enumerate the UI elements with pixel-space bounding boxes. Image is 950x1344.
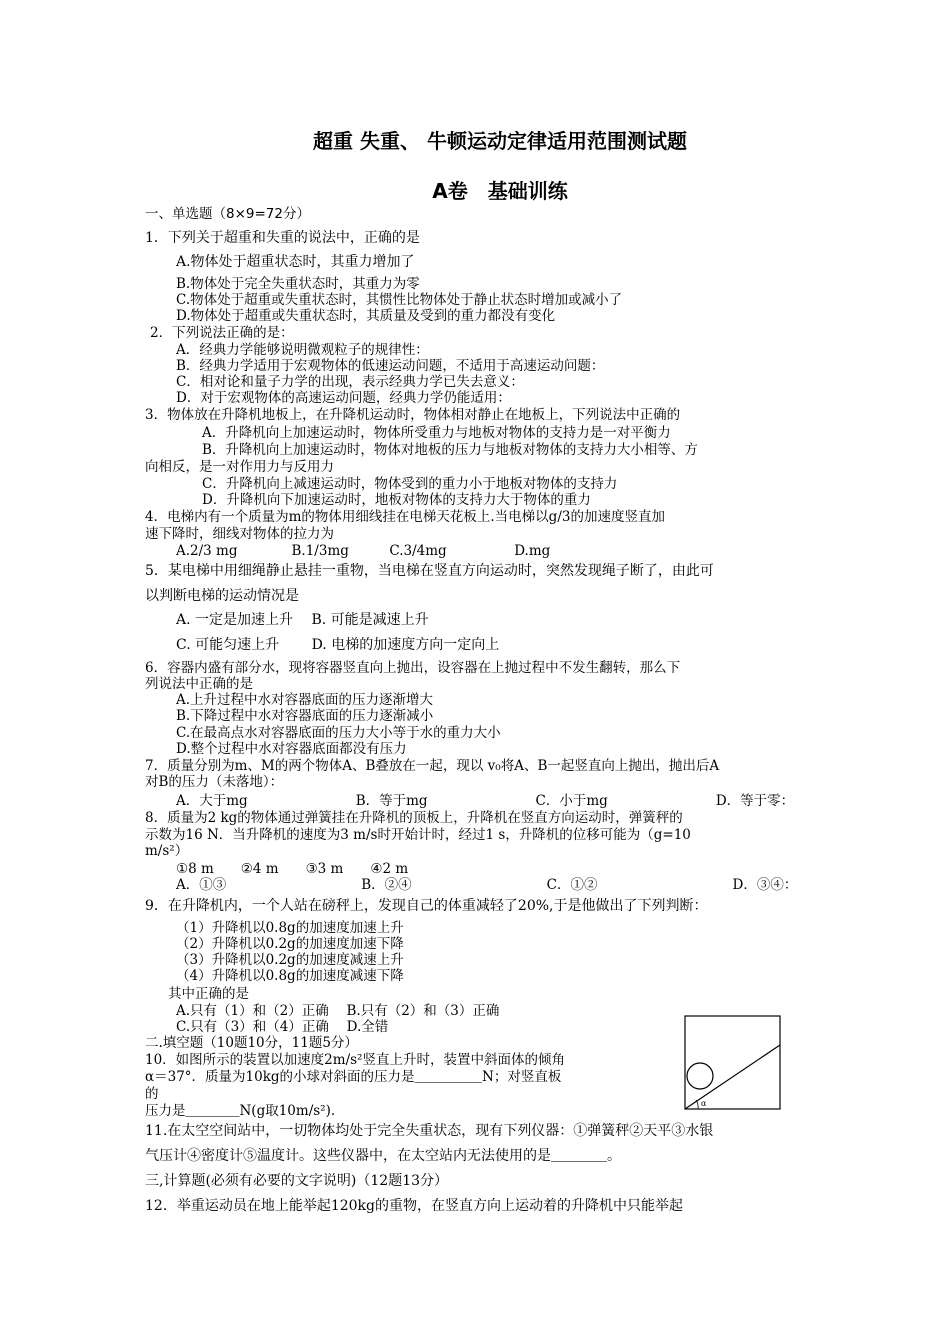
text-line: D．升降机向下加速运动时，地板对物体的支持力大于物体的重力 [202,492,591,508]
section-title: A卷 基础训练 [432,179,568,203]
text-line: 二.填空题（10题10分，11题5分） [145,1035,358,1051]
text-line: 向相反，是一对作用力与反用力 [145,459,334,475]
text-line: D．对于宏观物体的高速运动问题，经典力学仍能适用： [176,390,511,406]
text-line: B．经典力学适用于宏观物体的低速运动问题，不适用于高速运动问题： [176,358,605,374]
text-line: 12．举重运动员在地上能举起120kg的重物，在竖直方向上运动着的升降机中只能举起 [145,1198,683,1214]
text-line: 2．下列说法正确的是： [150,325,294,341]
text-line: 的 [145,1086,159,1102]
text-line: 8．质量为2 kg的物体通过弹簧挂在升降机的顶板上，升降机在竖直方向运动时，弹簧秤的 [145,810,683,826]
text-line: A. 一定是加速上升 B. 可能是减速上升 [176,612,429,628]
text-line: A．升降机向上加速运动时，物体所受重力与地板对物体的支持力是一对平衡力 [202,425,671,441]
text-line: C.在最高点水对容器底面的压力大小等于水的重力大小 [176,725,501,741]
page-title: 超重 失重、 牛顿运动定律适用范围测试题 [313,129,687,153]
text-line: 对B的压力（未落地）： [145,774,284,790]
text-line: （4）升降机以0.8g的加速度减速下降 [176,968,404,984]
text-line: 9．在升降机内，一个人站在磅秤上，发现自己的体重减轻了20%,于是他做出了下列判断： [145,898,708,914]
text-line: （3）升降机以0.2g的加速度减速上升 [176,952,404,968]
text-line: B．升降机向上加速运动时，物体对地板的压力与地板对物体的支持力大小相等、方 [202,442,698,458]
text-line: 示数为16 N．当升降机的速度为3 m/s时开始计时，经过1 s，升降机的位移可能为（g=10 [145,827,691,843]
text-line: A.只有（1）和（2）正确 B.只有（2）和（3）正确 [176,1003,500,1019]
text-line: D.整个过程中水对容器底面都没有压力 [176,741,407,757]
text-line: m/s²） [145,843,189,859]
text-line: C．升降机向上减速运动时，物体受到的重力小于地板对物体的支持力 [202,476,618,492]
text-line: B.物体处于完全失重状态时，其重力为零 [176,276,420,292]
incline-surface [685,1045,780,1109]
text-line: A.2/3 mg B.1/3mg C.3/4mg D.mg [176,543,551,559]
text-line: C.物体处于超重或失重状态时，其惯性比物体处于静止状态时增加或减小了 [176,292,623,308]
angle-label: α [701,1099,707,1108]
text-line: A．经典力学能够说明微观粒子的规律性： [176,342,429,358]
text-line: 3．物体放在升降机地板上，在升降机运动时，物体相对静止在地板上，下列说法中正确的 [145,407,681,423]
text-line: A.上升过程中水对容器底面的压力逐渐增大 [176,692,434,708]
text-line: 速下降时，细线对物体的拉力为 [145,526,334,542]
text-line: 其中正确的是 [168,986,249,1002]
text-line: A.物体处于超重状态时，其重力增加了 [176,254,415,270]
text-line: 4．电梯内有一个质量为m的物体用细线挂在电梯天花板上.当电梯以g/3的加速度竖直加 [145,509,665,525]
text-line: 10．如图所示的装置以加速度2m/s²竖直上升时，装置中斜面体的倾角 [145,1052,565,1068]
text-line: A．大于mg B．等于mg C．小于mg D．等于零： [176,793,795,809]
text-line: （2）升降机以0.2g的加速度加速下降 [176,936,404,952]
ball [687,1063,713,1089]
text-line: 压力是＿＿＿＿N(g取10m/s²). [145,1103,336,1119]
text-line: 5．某电梯中用细绳静止悬挂一重物，当电梯在竖直方向运动时，突然发现绳子断了，由此可 [145,563,714,579]
text-line: α＝37°．质量为10kg的小球对斜面的压力是＿＿＿＿＿N；对竖直板 [145,1069,562,1085]
text-line: 三,计算题(必须有必要的文字说明)（12题13分） [145,1173,449,1189]
text-line: （1）升降机以0.8g的加速度加速上升 [176,920,404,936]
text-line: 列说法中正确的是 [145,676,253,692]
text-line: 11.在太空空间站中，一切物体均处于完全失重状态，现有下列仪器：①弹簧秤②天平③水银 [145,1123,714,1139]
text-line: C．相对论和量子力学的出现，表示经典力学已失去意义： [176,374,524,390]
text-line: 1．下列关于超重和失重的说法中，正确的是 [145,230,420,246]
text-line: B.下降过程中水对容器底面的压力逐渐减小 [176,708,434,724]
text-line: C. 可能匀速上升 D. 电梯的加速度方向一定向上 [176,637,500,653]
text-line: 以判断电梯的运动情况是 [145,588,299,604]
text-line: 6．容器内盛有部分水，现将容器竖直向上抛出，设容器在上抛过程中不发生翻转，那么下 [145,660,681,676]
text-line: C.只有（3）和（4）正确 D.全错 [176,1019,389,1035]
incline-figure [684,1015,784,1110]
text-line: 气压计④密度计⑤温度计。这些仪器中，在太空站内无法使用的是＿＿＿＿。 [145,1148,621,1164]
text-line: 一、单选题（8×9=72分） [145,206,310,222]
text-line: A．①③ B．②④ C．①② D．③④： [176,877,798,893]
text-line: ①8 m ②4 m ③3 m ④2 m [176,861,409,877]
text-line: D.物体处于超重或失重状态时，其质量及受到的重力都没有变化 [176,308,556,324]
text-line: 7．质量分别为m、M的两个物体A、B叠放在一起，现以 v₀将A、B一起竖直向上抛出，抛出后A [145,758,720,774]
